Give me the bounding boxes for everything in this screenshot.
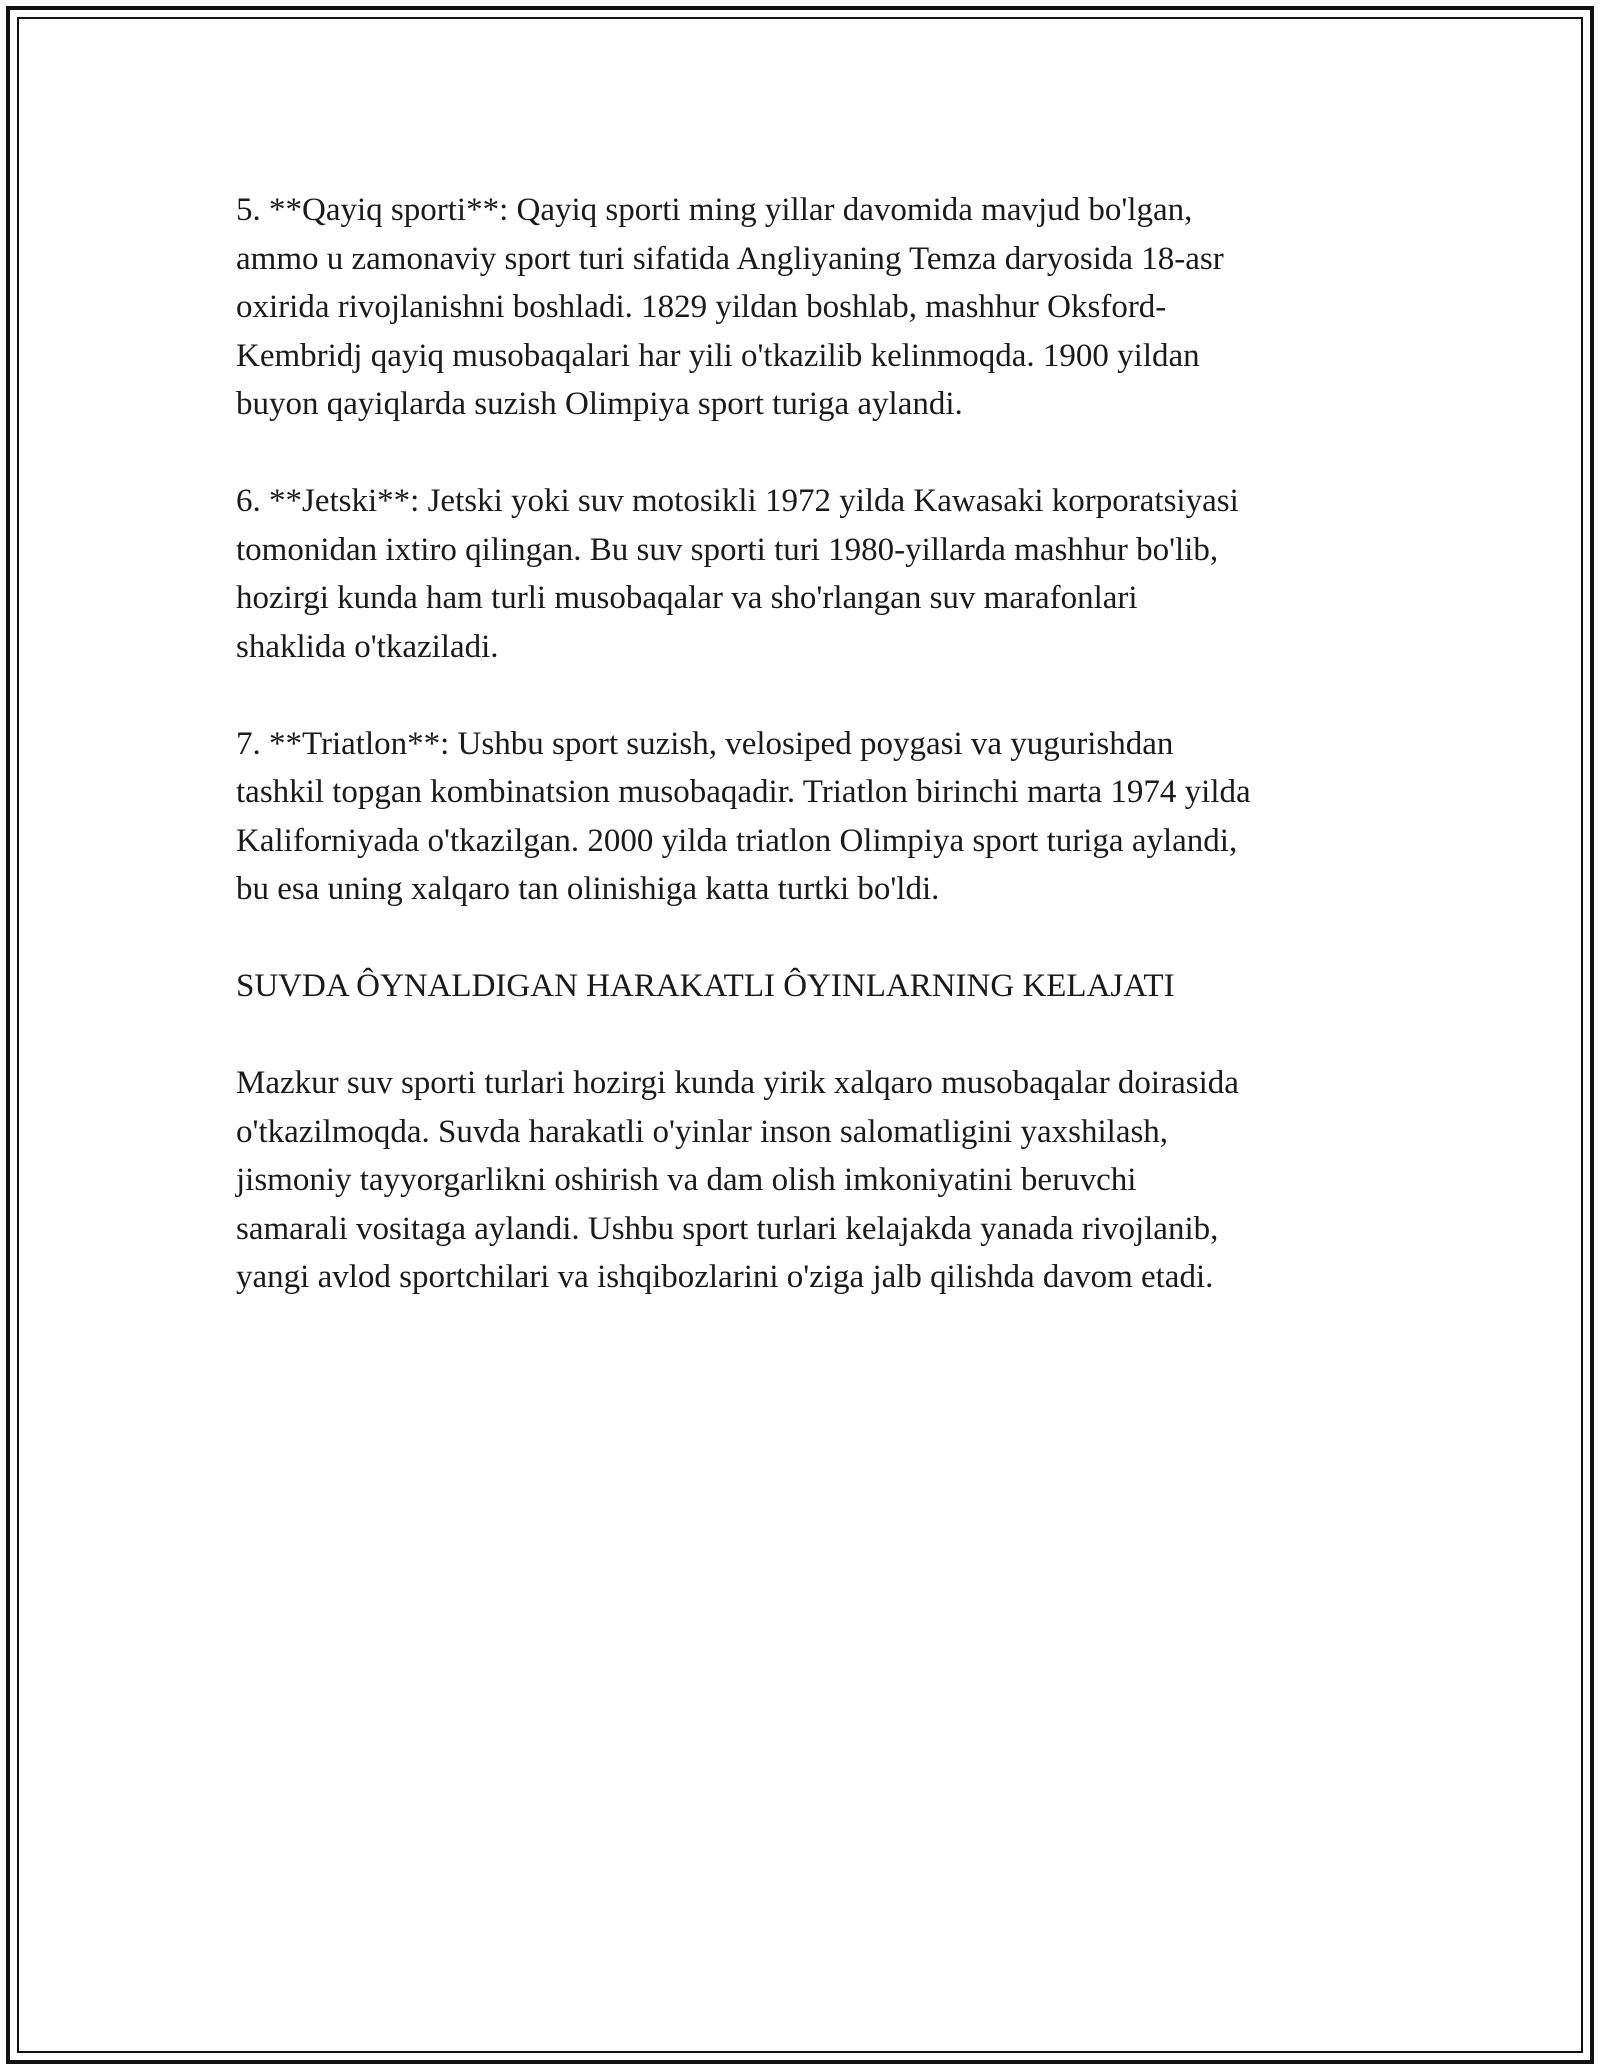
document-body [236,186,1386,1350]
paragraph-jetski: 6. **Jetski**: Jetski yoki suv motosikli 1972 yilda Kawasaki korporatsiyasi tomonidan ixtiro qilingan. Bu suv sporti turi 1980-yillarda mashhur bo'lib, hozirgi kunda ham turli musobaqalar va sho'rlangan suv marafonlari shaklida o'tkaziladi. [236,483,1239,665]
paragraph-triathlon: 7. **Triatlon**: Ushbu sport suzish, velosiped poygasi va yugurishdan tashkil topgan kombinatsion musobaqadir. Triatlon birinchi marta 1974 yilda Kaliforniyada o'tkazilgan. 2000 yilda triatlon Olimpiya sport turiga aylandi, bu esa uning xalqaro tan olinishiga katta turtki bo'ldi. [236,725,1251,907]
section-heading: SUVDA ÔYNALDIGAN HARAKATLI ÔYINLARNING KELAJATI [236,968,1175,1004]
paragraph-rowing: 5. **Qayiq sporti**: Qayiq sporti ming yillar davomida mavjud bo'lgan, ammo u zamonaviy sport turi sifatida Angliyaning Temza daryosida 18-asr oxirida rivojlanishni boshladi. 1829 yildan boshlab, mashhur Oksford- Kembridj qayiq musobaqalari har yili o'tkazilib kelinmoqda. 1900 yildan buyon qayiqlarda suzish Olimpiya sport turiga aylandi. [236,192,1224,422]
paragraph-conclusion: Mazkur suv sporti turlari hozirgi kunda yirik xalqaro musobaqalar doirasida o'tkazilmoqda. Suvda harakatli o'yinlar inson salomatligini yaxshilash, jismoniy tayyorgarlikni oshirish va dam olish imkoniyatini beruvchi samarali vositaga aylandi. Ushbu sport turlari kelajakda yanada rivojlanib, yangi avlod sportchilari va ishqibozlarini o'ziga jalb qilishda davom etadi. [236,1065,1239,1295]
